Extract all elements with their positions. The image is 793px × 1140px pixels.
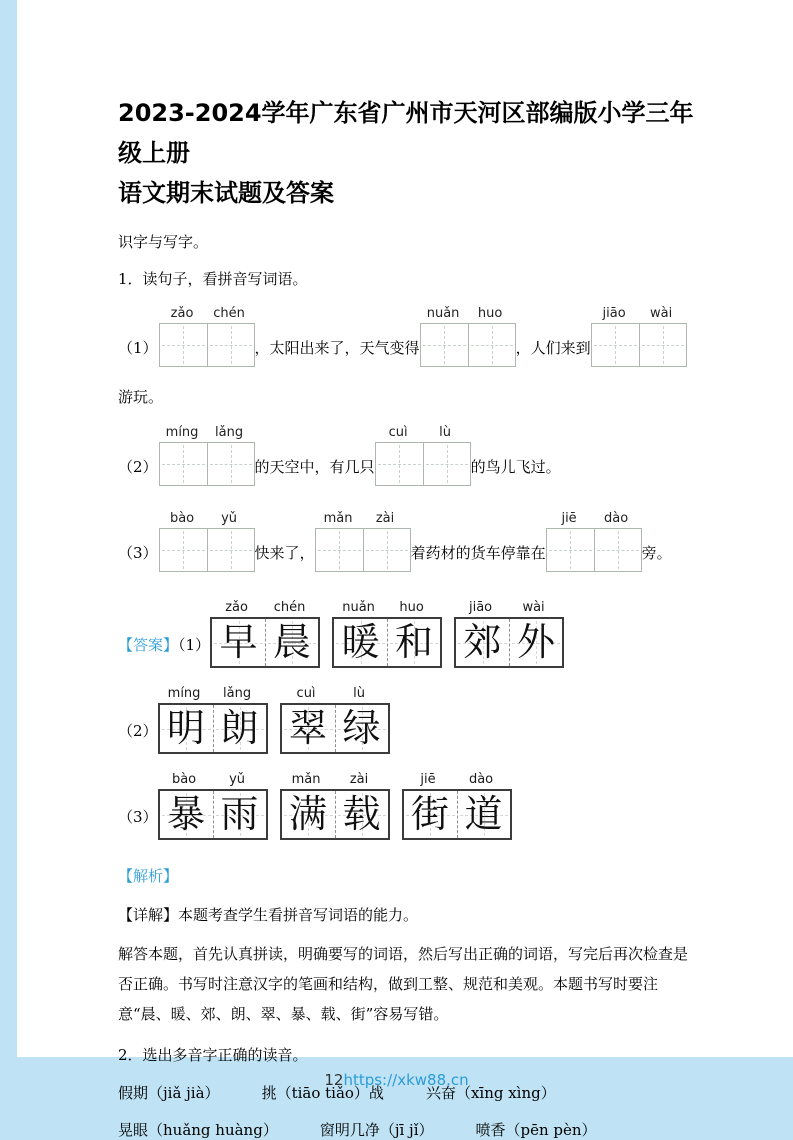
pinyin-syllable: míng <box>167 686 201 701</box>
writing-box-row <box>158 703 268 754</box>
pinyin-syllable: zài <box>349 772 369 787</box>
pinyin-syllable: lù <box>353 686 365 701</box>
answer-label <box>118 634 210 668</box>
empty-writing-cell <box>316 529 363 571</box>
footer-link[interactable]: https://xkw88.cn <box>343 1071 469 1089</box>
answer-character-cell: 明 <box>160 705 213 752</box>
polyphone-item: 晃眼（huǎng huàng） <box>118 1121 278 1139</box>
answer-grid-ming-lang <box>158 683 268 754</box>
answer-character-cell: 外 <box>509 619 562 666</box>
pinyin-syllable: nuǎn <box>342 600 375 615</box>
writing-box-row <box>159 323 255 367</box>
writing-box-row <box>159 528 255 572</box>
polyphone-item: 喷香（pēn pèn） <box>475 1121 597 1139</box>
document-title-line2: 语文期末试题及答案 <box>118 179 334 207</box>
writing-box-row <box>375 442 471 486</box>
answer-grid-nuan-huo <box>332 597 442 668</box>
empty-writing-cell <box>421 324 468 366</box>
pinyin-syllable: dào <box>603 511 629 526</box>
page-footer <box>0 1071 793 1089</box>
pinyin-row <box>454 597 564 617</box>
writing-box-row <box>280 789 390 840</box>
question1-part1-line <box>118 303 695 367</box>
pinyin-row <box>402 769 512 789</box>
question1-heading: 1．读句子，看拼音写词语。 <box>118 270 308 288</box>
pinyin-row <box>420 303 516 323</box>
pinyin-syllable: zài <box>375 511 395 526</box>
pinyin-syllable: wài <box>522 600 545 615</box>
empty-writing-cell <box>160 443 207 485</box>
answer-grid-jiao-wai <box>454 597 564 668</box>
writing-box-row <box>420 323 516 367</box>
polyphone-item: 假期（jiǎ jià） <box>118 1084 220 1102</box>
answer-character-cell: 街 <box>404 791 457 838</box>
pinyin-syllable: yǔ <box>229 772 246 787</box>
polyphone-item: 兴奋（xīng xìng） <box>425 1084 556 1102</box>
part3-text-b: 着药材的货车停靠在 <box>410 544 546 562</box>
empty-writing-cell <box>592 324 639 366</box>
pinyin-syllable: zǎo <box>170 306 194 321</box>
writing-box-row <box>591 323 687 367</box>
part3-label: （3） <box>118 544 158 562</box>
answer-character-cell: 和 <box>387 619 440 666</box>
empty-writing-cell <box>594 529 641 571</box>
part1-line2: 游玩。 <box>118 388 164 406</box>
pinyin-syllable: bào <box>169 511 195 526</box>
writing-box-row <box>546 528 642 572</box>
empty-writing-cell <box>639 324 686 366</box>
answer-part2-label: （2） <box>118 722 158 740</box>
writing-box-row <box>332 617 442 668</box>
pinyin-syllable: zǎo <box>225 600 248 615</box>
pinyin-syllable: jiē <box>561 511 577 526</box>
pinyin-syllable: cuì <box>296 686 316 701</box>
part1-text-a: ，太阳出来了，天气变得 <box>254 339 420 357</box>
detail-tag: 【详解】 <box>118 906 179 924</box>
pinyin-syllable: cuì <box>388 425 408 440</box>
pinyin-syllable: huo <box>477 306 503 321</box>
answer-character-cell: 翠 <box>282 705 335 752</box>
pinyin-syllable: mǎn <box>323 511 353 526</box>
pinyin-syllable: wài <box>649 306 673 321</box>
pinyin-row <box>546 508 642 528</box>
empty-writing-cell <box>160 324 207 366</box>
pinyin-row <box>332 597 442 617</box>
pinyin-syllable: míng <box>165 425 199 440</box>
answer-tag: 【答案】 <box>118 636 179 654</box>
part1-label: （1） <box>118 339 158 357</box>
pinyin-syllable: mǎn <box>291 772 321 787</box>
pinyin-writing-grid-cui-lu <box>375 422 471 486</box>
answer-part2-line <box>118 683 695 754</box>
writing-box-row <box>454 617 564 668</box>
analysis-tag: 【解析】 <box>118 867 179 885</box>
empty-writing-cell <box>207 443 254 485</box>
answer-character-cell: 满 <box>282 791 335 838</box>
question1-part2-line <box>118 422 695 486</box>
pinyin-row <box>591 303 687 323</box>
answer-grid-cui-lu <box>280 683 390 754</box>
empty-writing-cell <box>468 324 515 366</box>
part2-label: （2） <box>118 458 158 476</box>
pinyin-syllable: jiē <box>420 772 436 787</box>
answer-character-cell: 道 <box>457 791 510 838</box>
pinyin-row <box>158 683 268 703</box>
pinyin-writing-grid-zao-chen <box>159 303 255 367</box>
detail-line <box>118 904 695 926</box>
answer-character-cell: 暴 <box>160 791 213 838</box>
detail-text: 本题考查学生看拼音写词语的能力。 <box>178 906 419 924</box>
analysis-paragraph: 解答本题，首先认真拼读，明确要写的词语，然后写出正确的词语，写完后再次检查是否正确。书写时注意汉字的笔画和结构，做到工整、规范和美观。本题书写时要注意“晨、暖、郊、朗、翠、暴、载、街”容易写错。 <box>118 945 689 1023</box>
pinyin-syllable: lǎng <box>223 686 252 701</box>
empty-writing-cell <box>363 529 410 571</box>
pinyin-syllable: dào <box>468 772 494 787</box>
pinyin-row <box>315 508 411 528</box>
answer-character-cell: 郊 <box>456 619 509 666</box>
writing-box-row <box>159 442 255 486</box>
pinyin-row <box>159 422 255 442</box>
part1-text-b: ，人们来到 <box>515 339 591 357</box>
pinyin-writing-grid-ming-lang <box>159 422 255 486</box>
part3-text-a: 快来了， <box>254 544 315 562</box>
pinyin-writing-grid-bao-yu <box>159 508 255 572</box>
pinyin-syllable: bào <box>171 772 197 787</box>
pinyin-row <box>280 769 390 789</box>
answer-part3-label: （3） <box>118 808 158 826</box>
question2-row2 <box>118 1119 695 1140</box>
empty-writing-cell <box>547 529 594 571</box>
pinyin-writing-grid-jie-dao <box>546 508 642 572</box>
pinyin-row <box>159 303 255 323</box>
polyphone-item: 挑（tiāo tiǎo）战 <box>261 1084 384 1102</box>
pinyin-row <box>210 597 320 617</box>
writing-box-row <box>402 789 512 840</box>
pinyin-row <box>280 683 390 703</box>
writing-box-row <box>158 789 268 840</box>
answer-grid-jie-dao <box>402 769 512 840</box>
answer-character-cell: 雨 <box>213 791 266 838</box>
empty-writing-cell <box>160 529 207 571</box>
answer-character-cell: 绿 <box>335 705 388 752</box>
answer-part1-label: （1） <box>178 636 211 654</box>
answer-character-cell: 暖 <box>334 619 387 666</box>
writing-box-row <box>315 528 411 572</box>
question2-heading: 2．选出多音字正确的读音。 <box>118 1046 308 1064</box>
pinyin-syllable: huo <box>399 600 424 615</box>
answer-character-cell: 早 <box>212 619 265 666</box>
polyphone-item: 窗明几净（jī jǐ） <box>319 1121 434 1139</box>
part3-text-c: 旁。 <box>641 544 672 562</box>
answer-character-cell: 载 <box>335 791 388 838</box>
pinyin-syllable: jiāo <box>602 306 626 321</box>
pinyin-row <box>158 769 268 789</box>
section-heading: 识字与写字。 <box>118 233 209 251</box>
question1-part3-line <box>118 508 695 572</box>
page-number: 12 <box>324 1071 344 1089</box>
pinyin-syllable: lù <box>439 425 451 440</box>
pinyin-writing-grid-man-zai <box>315 508 411 572</box>
part2-text-a: 的天空中，有几只 <box>254 458 375 476</box>
part2-text-b: 的鸟儿飞过。 <box>470 458 561 476</box>
pinyin-syllable: yǔ <box>221 511 238 526</box>
answer-part1-line <box>118 597 695 668</box>
pinyin-writing-grid-nuan-huo <box>420 303 516 367</box>
page-content <box>17 0 793 1140</box>
empty-writing-cell <box>376 443 423 485</box>
answer-part3-line <box>118 769 695 840</box>
pinyin-syllable: chén <box>213 306 245 321</box>
pinyin-row <box>159 508 255 528</box>
document-title-line1: 2023-2024学年广东省广州市天河区部编版小学三年级上册 <box>118 99 694 167</box>
empty-writing-cell <box>423 443 470 485</box>
answer-grid-bao-yu <box>158 769 268 840</box>
empty-writing-cell <box>207 324 254 366</box>
pinyin-row <box>375 422 471 442</box>
answer-grid-man-zai <box>280 769 390 840</box>
empty-writing-cell <box>207 529 254 571</box>
pinyin-syllable: lǎng <box>215 425 244 440</box>
pinyin-syllable: nuǎn <box>426 306 460 321</box>
pinyin-syllable: chén <box>273 600 306 615</box>
writing-box-row <box>210 617 320 668</box>
answer-character-cell: 朗 <box>213 705 266 752</box>
document-title <box>118 93 695 213</box>
pinyin-writing-grid-jiao-wai <box>591 303 687 367</box>
answer-character-cell: 晨 <box>265 619 318 666</box>
answer-grid-zao-chen <box>210 597 320 668</box>
pinyin-syllable: jiāo <box>468 600 493 615</box>
writing-box-row <box>280 703 390 754</box>
